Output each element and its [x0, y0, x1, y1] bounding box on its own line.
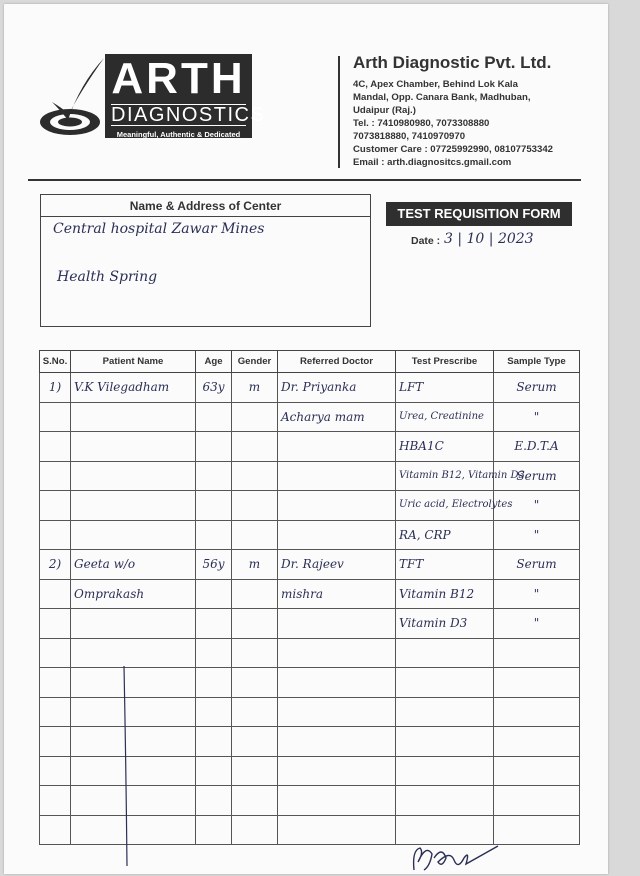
cell-test-prescribe: HBA1C	[396, 432, 494, 462]
cell-gender	[232, 727, 278, 757]
cell-gender	[232, 668, 278, 698]
cell-sample-type	[494, 697, 580, 727]
col-referred-doctor: Referred Doctor	[278, 351, 396, 373]
cell-age: 63y	[196, 373, 232, 403]
cell-patient-name: Geeta w/o	[71, 550, 196, 580]
cell-age	[196, 491, 232, 521]
cell-sno	[40, 786, 71, 816]
table-row	[40, 373, 580, 403]
cell-sno	[40, 756, 71, 786]
cell-sample-type: "	[494, 609, 580, 639]
cell-referred-doctor	[278, 491, 396, 521]
logo-tagline: Meaningful, Authentic & Dedicated	[116, 130, 241, 139]
col-sample-type: Sample Type	[494, 351, 580, 373]
cell-referred-doctor	[278, 609, 396, 639]
table-row	[40, 402, 580, 432]
cell-sno	[40, 491, 71, 521]
cell-sno	[40, 402, 71, 432]
cell-patient-name	[71, 697, 196, 727]
cell-gender: m	[232, 550, 278, 580]
cell-sno: 2)	[40, 550, 71, 580]
phone-line: 7073818880, 7410970970	[353, 131, 466, 142]
cell-age	[196, 638, 232, 668]
col-test-prescribe: Test Prescribe	[396, 351, 494, 373]
cell-age	[196, 461, 232, 491]
signature	[408, 840, 500, 876]
cell-age	[196, 786, 232, 816]
cell-patient-name	[71, 432, 196, 462]
table-row	[40, 461, 580, 491]
address-line: Udaipur (Raj.)	[353, 105, 416, 116]
address-line: 4C, Apex Chamber, Behind Lok Kala	[353, 79, 518, 90]
cell-referred-doctor	[278, 668, 396, 698]
cell-patient-name	[71, 461, 196, 491]
form-title: TEST REQUISITION FORM	[386, 202, 572, 226]
table-row	[40, 579, 580, 609]
cell-sample-type	[494, 815, 580, 845]
cell-sno	[40, 461, 71, 491]
address-line: Mandal, Opp. Canara Bank, Madhuban,	[353, 92, 531, 103]
cell-referred-doctor	[278, 638, 396, 668]
table-row	[40, 756, 580, 786]
cell-referred-doctor	[278, 815, 396, 845]
cell-referred-doctor	[278, 461, 396, 491]
customer-care-line: Customer Care : 07725992990, 08107753342	[353, 144, 554, 155]
cell-sample-type: Serum	[494, 461, 580, 491]
table-row	[40, 550, 580, 580]
cell-patient-name	[71, 609, 196, 639]
col-patient-name: Patient Name	[71, 351, 196, 373]
center-heading: Name & Address of Center	[41, 195, 370, 217]
cell-age	[196, 697, 232, 727]
cell-patient-name	[71, 727, 196, 757]
test-requisition-table	[39, 350, 580, 845]
cell-gender	[232, 432, 278, 462]
table-row	[40, 638, 580, 668]
pen-stroke	[122, 666, 130, 866]
cell-sample-type: "	[494, 579, 580, 609]
cell-age: 56y	[196, 550, 232, 580]
cell-referred-doctor	[278, 520, 396, 550]
col-age: Age	[196, 351, 232, 373]
date-value: 3 | 10 | 2023	[444, 231, 534, 247]
cell-sno	[40, 432, 71, 462]
cell-patient-name	[71, 815, 196, 845]
cell-patient-name: V.K Vilegadham	[71, 373, 196, 403]
cell-referred-doctor	[278, 756, 396, 786]
cell-age	[196, 579, 232, 609]
cell-test-prescribe	[396, 756, 494, 786]
cell-test-prescribe: RA, CRP	[396, 520, 494, 550]
phone-line: Tel. : 7410980980, 7073308880	[353, 118, 490, 129]
cell-referred-doctor	[278, 786, 396, 816]
cell-sample-type	[494, 668, 580, 698]
cell-sample-type: "	[494, 402, 580, 432]
cell-sample-type: "	[494, 520, 580, 550]
table-row	[40, 697, 580, 727]
table-header-row	[40, 351, 580, 373]
cell-referred-doctor: Acharya mam	[278, 402, 396, 432]
cell-referred-doctor	[278, 727, 396, 757]
cell-gender	[232, 402, 278, 432]
cell-gender	[232, 579, 278, 609]
cell-patient-name	[71, 756, 196, 786]
cell-test-prescribe	[396, 638, 494, 668]
cell-referred-doctor	[278, 432, 396, 462]
cell-referred-doctor: Dr. Priyanka	[278, 373, 396, 403]
cell-patient-name	[71, 520, 196, 550]
table-row	[40, 491, 580, 521]
cell-test-prescribe: Vitamin B12, Vitamin D3	[396, 461, 494, 491]
cell-referred-doctor: mishra	[278, 579, 396, 609]
logo-subtitle: DIAGNOSTICS	[111, 104, 266, 126]
cell-test-prescribe: Uric acid, Electrolytes	[396, 491, 494, 521]
cell-test-prescribe: Vitamin B12	[396, 579, 494, 609]
cell-gender	[232, 638, 278, 668]
company-logo	[105, 54, 266, 139]
cell-patient-name: Omprakash	[71, 579, 196, 609]
cell-sample-type	[494, 727, 580, 757]
company-info	[353, 53, 553, 169]
center-address: Health Spring	[57, 269, 158, 285]
cell-patient-name	[71, 638, 196, 668]
cell-test-prescribe	[396, 786, 494, 816]
center-address-box	[40, 194, 371, 327]
cell-sno	[40, 520, 71, 550]
logo-brand: ARTH	[111, 54, 246, 103]
cell-sno	[40, 697, 71, 727]
col-sno: S.No.	[40, 351, 71, 373]
cell-age	[196, 815, 232, 845]
cell-age	[196, 402, 232, 432]
cell-test-prescribe: TFT	[396, 550, 494, 580]
table-row	[40, 609, 580, 639]
cell-gender	[232, 461, 278, 491]
cell-sample-type	[494, 786, 580, 816]
cell-patient-name	[71, 402, 196, 432]
cell-gender: m	[232, 373, 278, 403]
cell-test-prescribe	[396, 697, 494, 727]
cell-test-prescribe: Urea, Creatinine	[396, 402, 494, 432]
cell-patient-name	[71, 786, 196, 816]
cell-sno	[40, 609, 71, 639]
cell-sample-type: Serum	[494, 373, 580, 403]
header-rule	[28, 179, 581, 181]
cell-sno	[40, 668, 71, 698]
cell-gender	[232, 786, 278, 816]
cell-patient-name	[71, 668, 196, 698]
cell-sno: 1)	[40, 373, 71, 403]
cell-age	[196, 609, 232, 639]
cell-test-prescribe: LFT	[396, 373, 494, 403]
cell-sno	[40, 638, 71, 668]
table-row	[40, 668, 580, 698]
cell-sample-type: "	[494, 491, 580, 521]
target-check-icon	[38, 54, 108, 144]
center-name: Central hospital Zawar Mines	[53, 221, 265, 237]
header-divider	[338, 56, 340, 168]
company-name: Arth Diagnostic Pvt. Ltd.	[353, 53, 552, 72]
cell-age	[196, 668, 232, 698]
cell-referred-doctor: Dr. Rajeev	[278, 550, 396, 580]
cell-sno	[40, 815, 71, 845]
date-label: Date :	[411, 235, 441, 247]
cell-test-prescribe	[396, 668, 494, 698]
cell-gender	[232, 815, 278, 845]
cell-gender	[232, 697, 278, 727]
cell-age	[196, 756, 232, 786]
cell-gender	[232, 609, 278, 639]
table-row	[40, 432, 580, 462]
col-gender: Gender	[232, 351, 278, 373]
cell-referred-doctor	[278, 697, 396, 727]
cell-sample-type: E.D.T.A	[494, 432, 580, 462]
table-body	[40, 373, 580, 845]
cell-patient-name	[71, 491, 196, 521]
cell-gender	[232, 520, 278, 550]
requisition-paper	[4, 4, 608, 874]
cell-age	[196, 727, 232, 757]
cell-sno	[40, 579, 71, 609]
cell-gender	[232, 756, 278, 786]
email-line: Email : arth.diagnositcs.gmail.com	[353, 157, 512, 168]
cell-test-prescribe	[396, 727, 494, 757]
cell-test-prescribe: Vitamin D3	[396, 609, 494, 639]
table-row	[40, 727, 580, 757]
table-row	[40, 786, 580, 816]
cell-sample-type	[494, 638, 580, 668]
cell-sample-type	[494, 756, 580, 786]
cell-sample-type: Serum	[494, 550, 580, 580]
table-row	[40, 520, 580, 550]
cell-sno	[40, 727, 71, 757]
cell-age	[196, 520, 232, 550]
cell-age	[196, 432, 232, 462]
cell-gender	[232, 491, 278, 521]
